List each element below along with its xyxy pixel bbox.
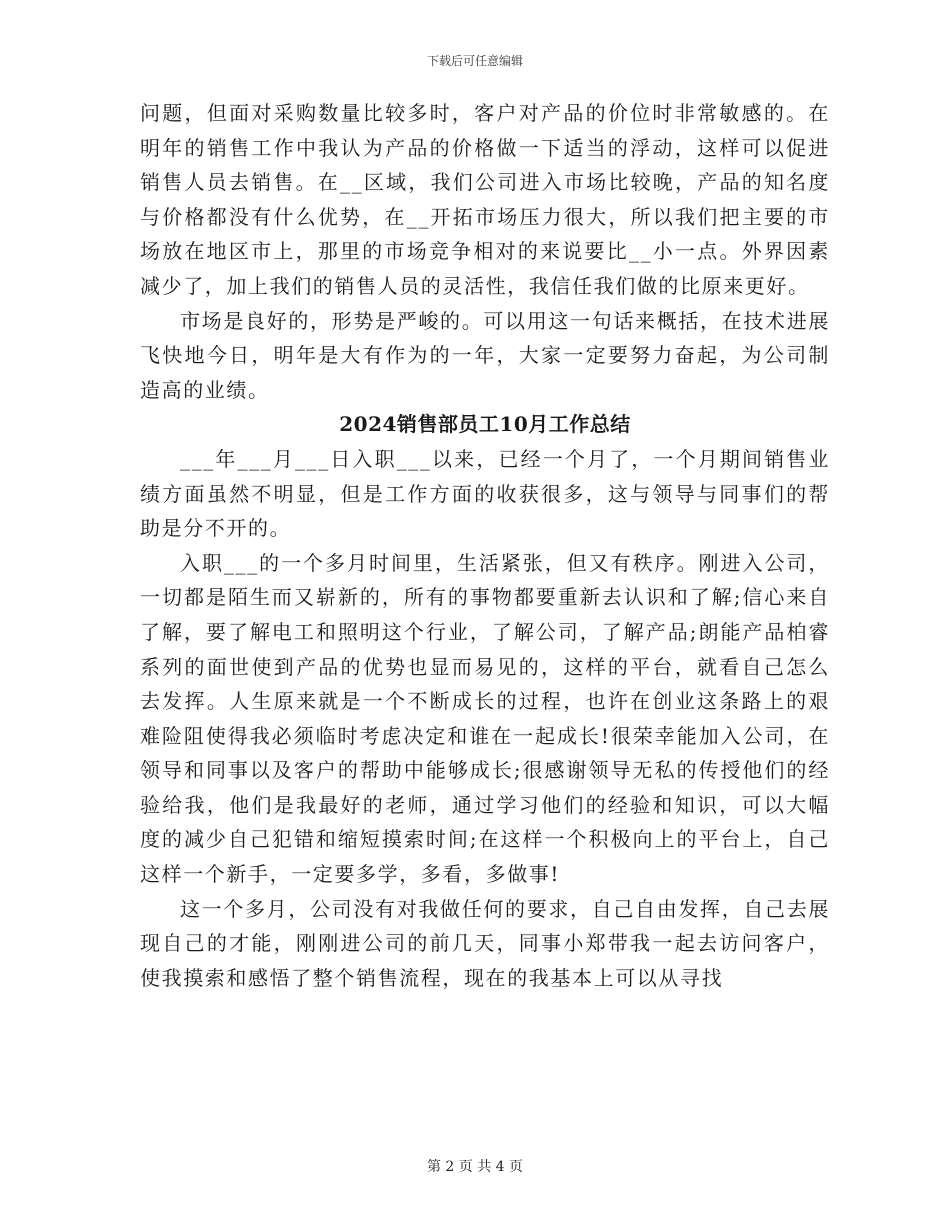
document-body [140, 96, 830, 995]
paragraph-first-month: 入职___的一个多月时间里，生活紧张，但又有秩序。刚进入公司，一切都是陌生而又崭新的，所有的事物都要重新去认识和了解;信心来自了解，要了解电工和照明这个行业，了解公司，了解产品;朗能产品柏睿系列的面世使到产品的优势也显而易见的，这样的平台，就看自己怎么去发挥。人生原来就是一个不断成长的过程，也许在创业这条路上的艰难险阻使得我必须临时考虑决定和谁在一起成长!很荣幸能加入公司，在领导和同事以及客户的帮助中能够成长;很感谢领导无私的传授他们的经验给我，他们是我最好的老师，通过学习他们的经验和知识，可以大幅度的减少自己犯错和缩短摸索时间;在这样一个积极向上的平台上，自己这样一个新手，一定要多学，多看，多做事! [140, 550, 830, 887]
page-header: 下载后可任意编辑 [426, 54, 523, 68]
paragraph-freedom: 这一个多月，公司没有对我做任何的要求，自己自由发挥，自己去展现自己的才能，刚刚进公司的前几天，同事小郑带我一起去访问客户，使我摸索和感悟了整个销售流程，现在的我基本上可以从寻找 [140, 896, 830, 990]
paragraph-market-outlook: 市场是良好的，形势是严峻的。可以用这一句话来概括，在技术进展飞快地今日，明年是大有作为的一年，大家一定要努力奋起，为公司制造高的业绩。 [140, 308, 830, 402]
paragraph-onboarding: ___年___月___日入职___以来，已经一个月了，一个月期间销售业绩方面虽然不明显，但是工作方面的收获很多，这与领导与同事们的帮助是分不开的。 [140, 446, 830, 541]
paragraph-market-pricing: 问题，但面对采购数量比较多时，客户对产品的价位时非常敏感的。在明年的销售工作中我认为产品的价格做一下适当的浮动，这样可以促进销售人员去销售。在__区域，我们公司进入市场比较晚，产品的知名度与价格都没有什么优势，在__开拓市场压力很大，所以我们把主要的市场放在地区市上，那里的市场竞争相对的来说要比__小一点。外界因素减少了，加上我们的销售人员的灵活性，我信任我们做的比原来更好。 [140, 101, 830, 298]
section-title: 2024销售部员工10月工作总结 [339, 412, 631, 437]
page-number: 第 2 页 共 4 页 [426, 1159, 524, 1175]
